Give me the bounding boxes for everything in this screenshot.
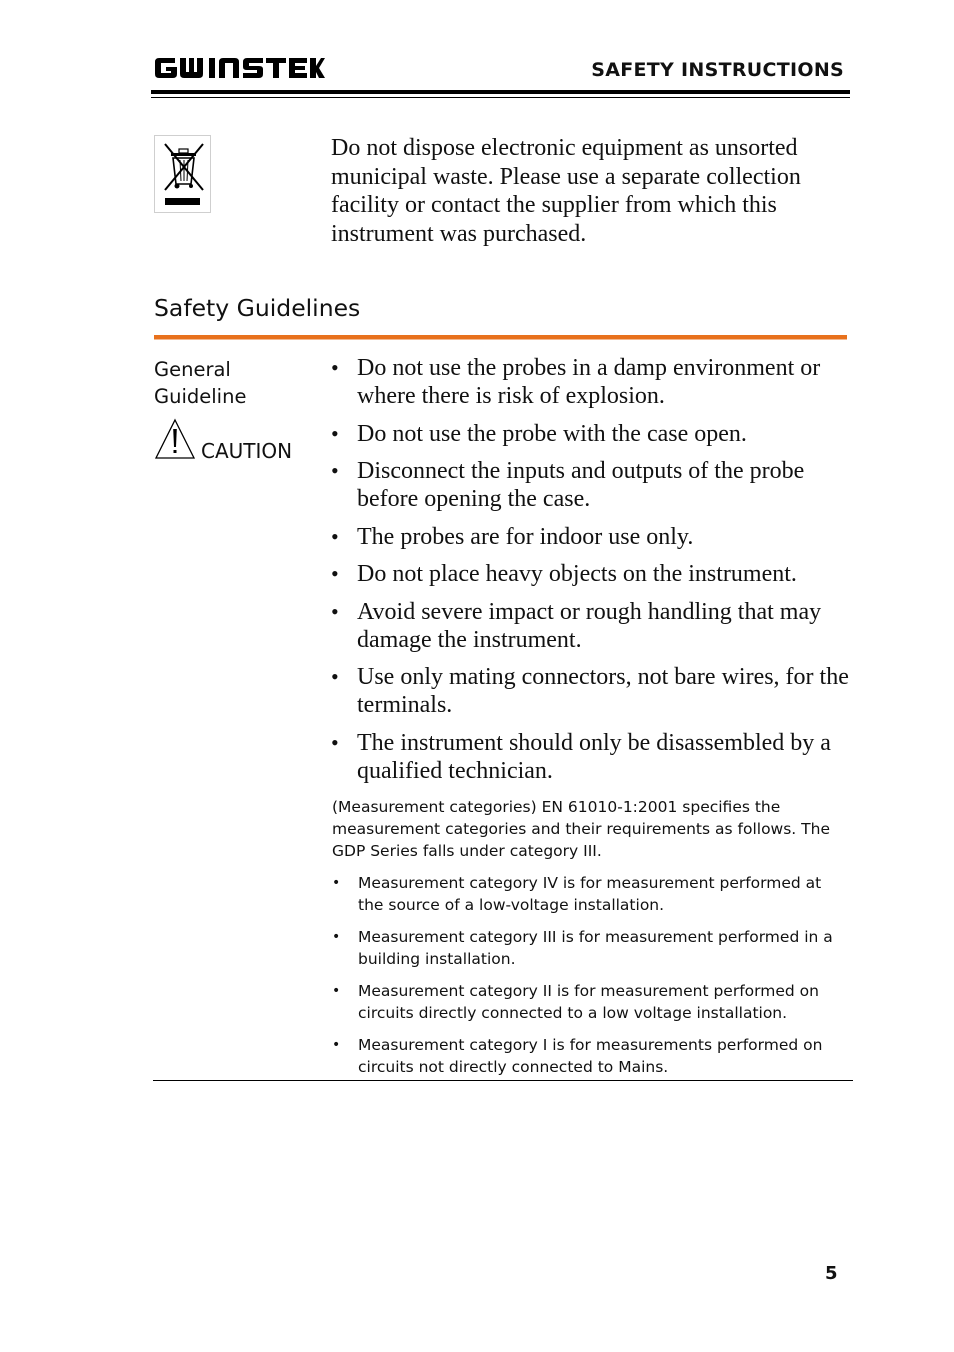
caution-label: CAUTION [201,439,293,463]
measurement-category-list [332,872,842,1088]
caution-marker [154,418,324,463]
bullet-icon: • [331,664,339,689]
gw-instek-logo [153,54,325,87]
list-item-text: Measurement category II is for measurement performed on circuits directly connected to a low voltage installation. [358,982,819,1022]
list-item-text: Disconnect the inputs and outputs of the probe before opening the case. [357,458,805,512]
list-item-text: Do not use the probes in a damp environment or where there is risk of explosion. [357,355,821,409]
list-item [332,872,842,916]
list-item-text: Use only mating connectors, not bare wires, for the terminals. [357,664,849,718]
side-label-general-guideline: General Guideline [154,358,247,408]
disposal-notice: Do not dispose electronic equipment as unsorted municipal waste. Please use a separate collection facility or contact the supplier from which this instrument was purchased. [331,135,801,247]
bullet-icon: • [332,875,341,891]
list-item [331,457,851,513]
header-rule [151,90,850,94]
list-item-text: Measurement category I is for measurements performed on circuits not directly connected to Mains. [358,1036,823,1076]
bullet-icon: • [331,458,339,483]
section-bottom-rule [153,1080,853,1081]
list-item [331,420,851,448]
measurement-categories-intro: (Measurement categories) EN 61010-1:2001 specifies the measurement categories and their requirements as follows. The GDP Series falls under category III. [332,798,830,860]
list-item [332,1034,842,1078]
list-item [331,663,851,719]
bullet-icon: • [332,929,341,945]
list-item-text: The instrument should only be disassembled by a qualified technician. [357,729,831,784]
bullet-icon: • [331,598,339,624]
bullet-icon: • [332,1037,341,1053]
bullet-icon: • [331,355,339,380]
list-item-text: Measurement category IV is for measurement performed at the source of a low-voltage installation. [358,874,822,914]
section-accent-rule-shadow [154,339,847,340]
list-item [332,926,842,970]
header-rule-thin [151,97,850,98]
bullet-icon: • [331,561,339,586]
page-number: 5 [825,1263,838,1284]
safety-guideline-list [331,354,851,794]
list-item [332,980,842,1024]
list-item [331,729,851,785]
bullet-icon: • [331,523,339,549]
list-item-text: Do not use the probe with the case open. [357,420,747,447]
list-item [331,354,851,410]
section-title: Safety Guidelines [154,294,361,322]
bullet-icon: • [331,420,339,446]
list-item [331,560,851,588]
bullet-icon: • [332,983,341,999]
bullet-icon: • [331,729,339,755]
header-title: SAFETY INSTRUCTIONS [591,59,844,81]
list-item [331,523,851,551]
list-item [331,598,851,654]
crossed-out-wheelie-bin-icon [154,135,211,213]
list-item-text: Measurement category III is for measurement performed in a building installation. [358,928,833,968]
warning-triangle-icon [154,418,196,465]
list-item-text: Do not place heavy objects on the instrument. [357,561,797,587]
list-item-text: Avoid severe impact or rough handling that may damage the instrument. [357,598,822,653]
list-item-text: The probes are for indoor use only. [357,523,694,550]
